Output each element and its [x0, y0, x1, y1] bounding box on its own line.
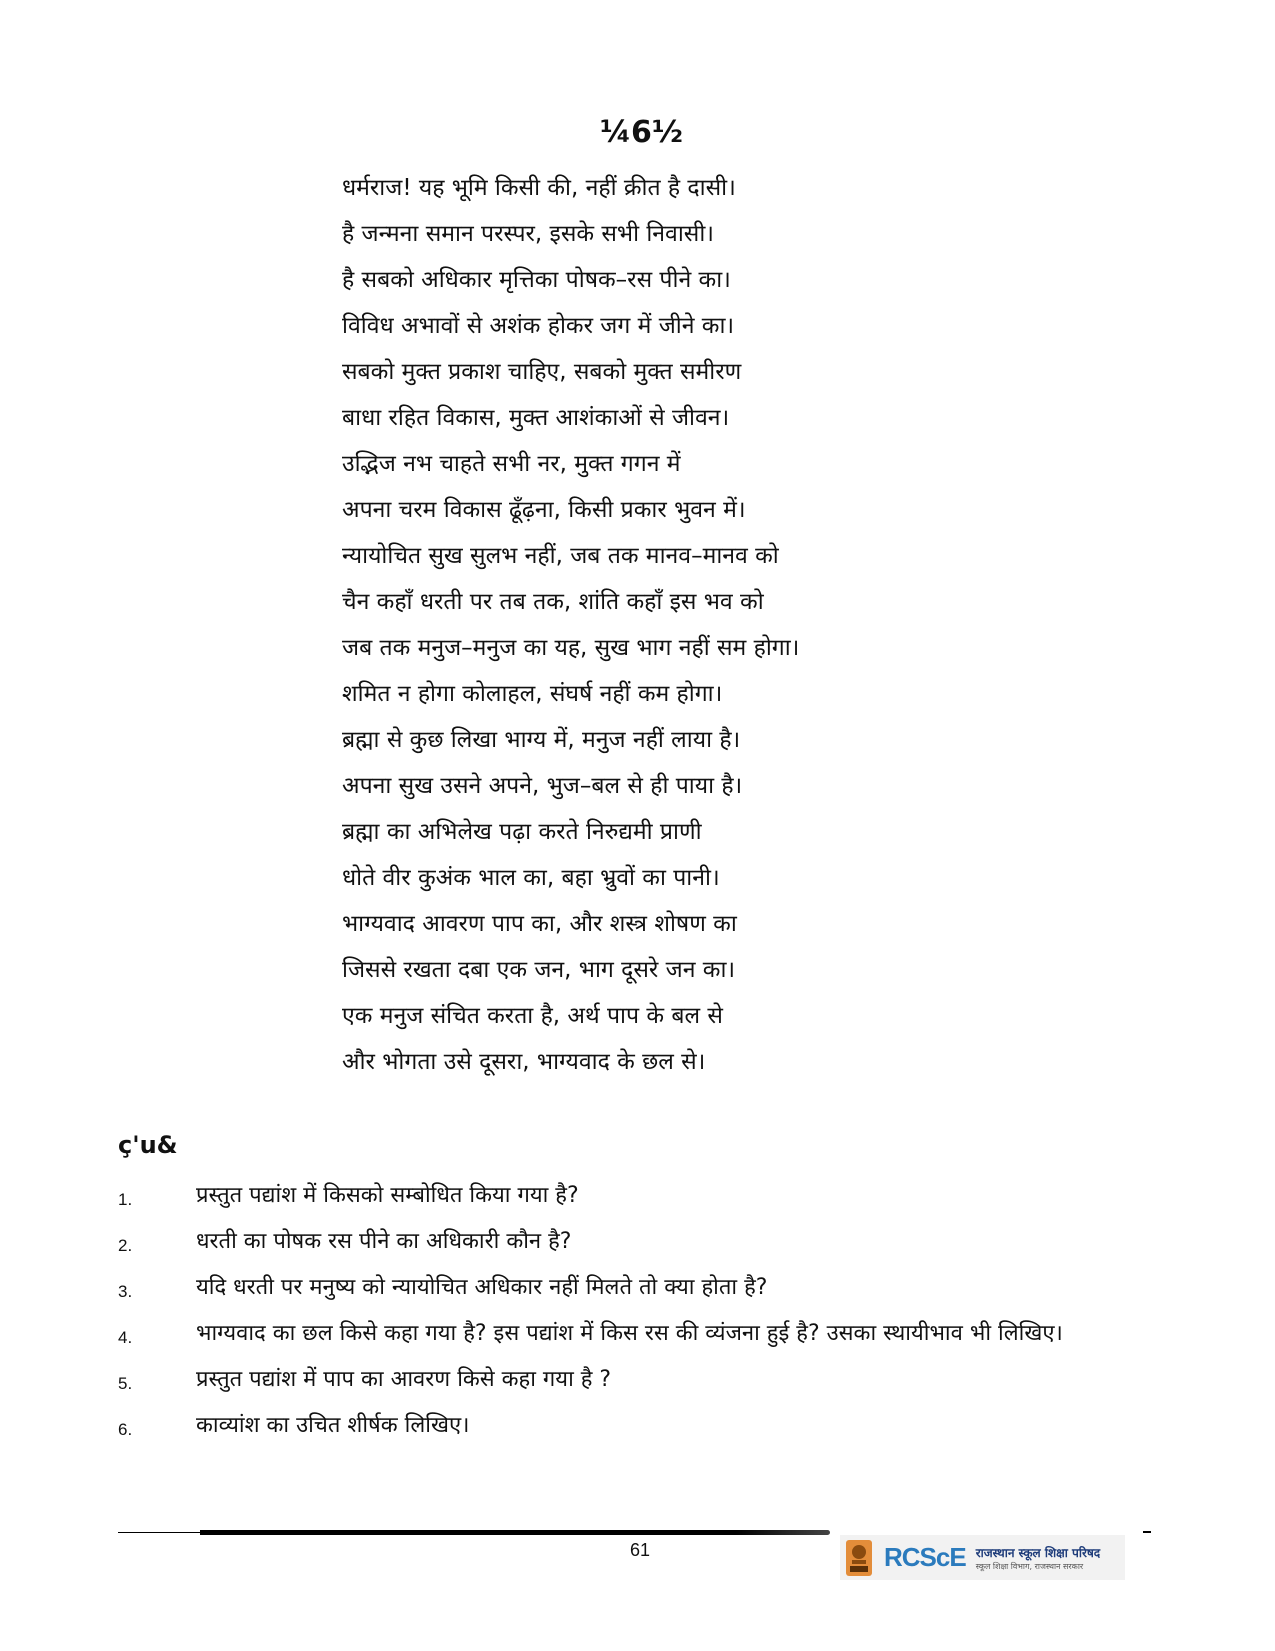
question-number: 4. — [118, 1328, 133, 1347]
poem-line: जब तक मनुज–मनुज का यह, सुख भाग नहीं सम होगा। — [342, 635, 800, 661]
poem-line: धोते वीर कुअंक भाल का, बहा भ्रुवों का पानी। — [342, 865, 720, 891]
poem-line: अपना सुख उसने अपने, भुज–बल से ही पाया है। — [342, 773, 743, 799]
rcsce-logo — [840, 1535, 1125, 1580]
poem-line: शमित न होगा कोलाहल, संघर्ष नहीं कम होगा। — [342, 681, 723, 707]
footer-divider-thick — [200, 1530, 830, 1535]
state-emblem-icon — [844, 1538, 874, 1578]
poem-line: चैन कहाँ धरती पर तब तक, शांति कहाँ इस भव को — [342, 589, 764, 615]
question-item — [118, 1403, 1158, 1449]
poem-line: उद्भिज नभ चाहते सभी नर, मुक्त गगन में — [342, 451, 681, 477]
logo-hindi-title: राजस्थान स्कूल शिक्षा परिषद — [975, 1545, 1101, 1560]
question-text: प्रस्तुत पद्यांश में पाप का आवरण किसे कहा गया है ? — [196, 1367, 612, 1392]
footer-dash — [1143, 1531, 1151, 1533]
page-number: 61 — [629, 1540, 651, 1560]
poem-line: सबको मुक्त प्रकाश चाहिए, सबको मुक्त समीरण — [342, 359, 742, 385]
poem-line: अपना चरम विकास ढूँढ़ना, किसी प्रकार भुवन में। — [342, 497, 746, 523]
poem-line: बाधा रहित विकास, मुक्त आशंकाओं से जीवन। — [342, 405, 730, 431]
poem-line: धर्मराज! यह भूमि किसी की, नहीं क्रीत है दासी। — [342, 175, 736, 201]
questions-heading: ç'u& — [118, 1131, 178, 1159]
poem-line: भाग्यवाद आवरण पाप का, और शस्त्र शोषण का — [342, 911, 737, 937]
poem-line: है जन्मना समान परस्पर, इसके सभी निवासी। — [342, 221, 715, 247]
question-text: यदि धरती पर मनुष्य को न्यायोचित अधिकार नहीं मिलते तो क्या होता है? — [196, 1275, 768, 1300]
question-text: काव्यांश का उचित शीर्षक लिखिए। — [196, 1413, 470, 1438]
question-item — [118, 1357, 1158, 1403]
question-item — [118, 1219, 1158, 1265]
logo-wordmark: RCScE — [884, 1542, 966, 1572]
question-number: 5. — [118, 1374, 133, 1393]
question-number: 2. — [118, 1236, 133, 1255]
section-number: ¼6½ — [600, 115, 683, 150]
question-number: 3. — [118, 1282, 133, 1301]
poem-line: न्यायोचित सुख सुलभ नहीं, जब तक मानव–मानव को — [342, 543, 779, 569]
question-text: प्रस्तुत पद्यांश में किसको सम्बोधित किया गया है? — [196, 1183, 579, 1208]
question-number: 1. — [118, 1190, 133, 1209]
poem-line: ब्रह्मा से कुछ लिखा भाग्य में, मनुज नहीं लाया है। — [342, 727, 741, 753]
question-text: भाग्यवाद का छल किसे कहा गया है? इस पद्यांश में किस रस की व्यंजना हुई है? उसका स्थायीभाव भी लिखिए। — [196, 1321, 1063, 1346]
question-item — [118, 1173, 1158, 1219]
poem-line: है सबको अधिकार मृत्तिका पोषक–रस पीने का। — [342, 267, 731, 293]
question-item — [118, 1311, 1158, 1357]
question-number: 6. — [118, 1420, 133, 1439]
question-list — [118, 1173, 1158, 1449]
poem — [342, 165, 799, 1085]
poem-line: विविध अभावों से अशंक होकर जग में जीने का। — [342, 313, 735, 339]
poem-line: और भोगता उसे दूसरा, भाग्यवाद के छल से। — [342, 1049, 706, 1075]
question-text: धरती का पोषक रस पीने का अधिकारी कौन है? — [196, 1229, 572, 1254]
poem-line: ब्रह्मा का अभिलेख पढ़ा करते निरुद्यमी प्राणी — [342, 819, 702, 845]
question-item — [118, 1265, 1158, 1311]
logo-caption — [976, 1544, 1100, 1572]
poem-line: जिससे रखता दबा एक जन, भाग दूसरे जन का। — [342, 957, 736, 983]
poem-line: एक मनुज संचित करता है, अर्थ पाप के बल से — [342, 1003, 723, 1029]
logo-hindi-subtitle: स्कूल शिक्षा विभाग, राजस्थान सरकार — [975, 1561, 1084, 1571]
